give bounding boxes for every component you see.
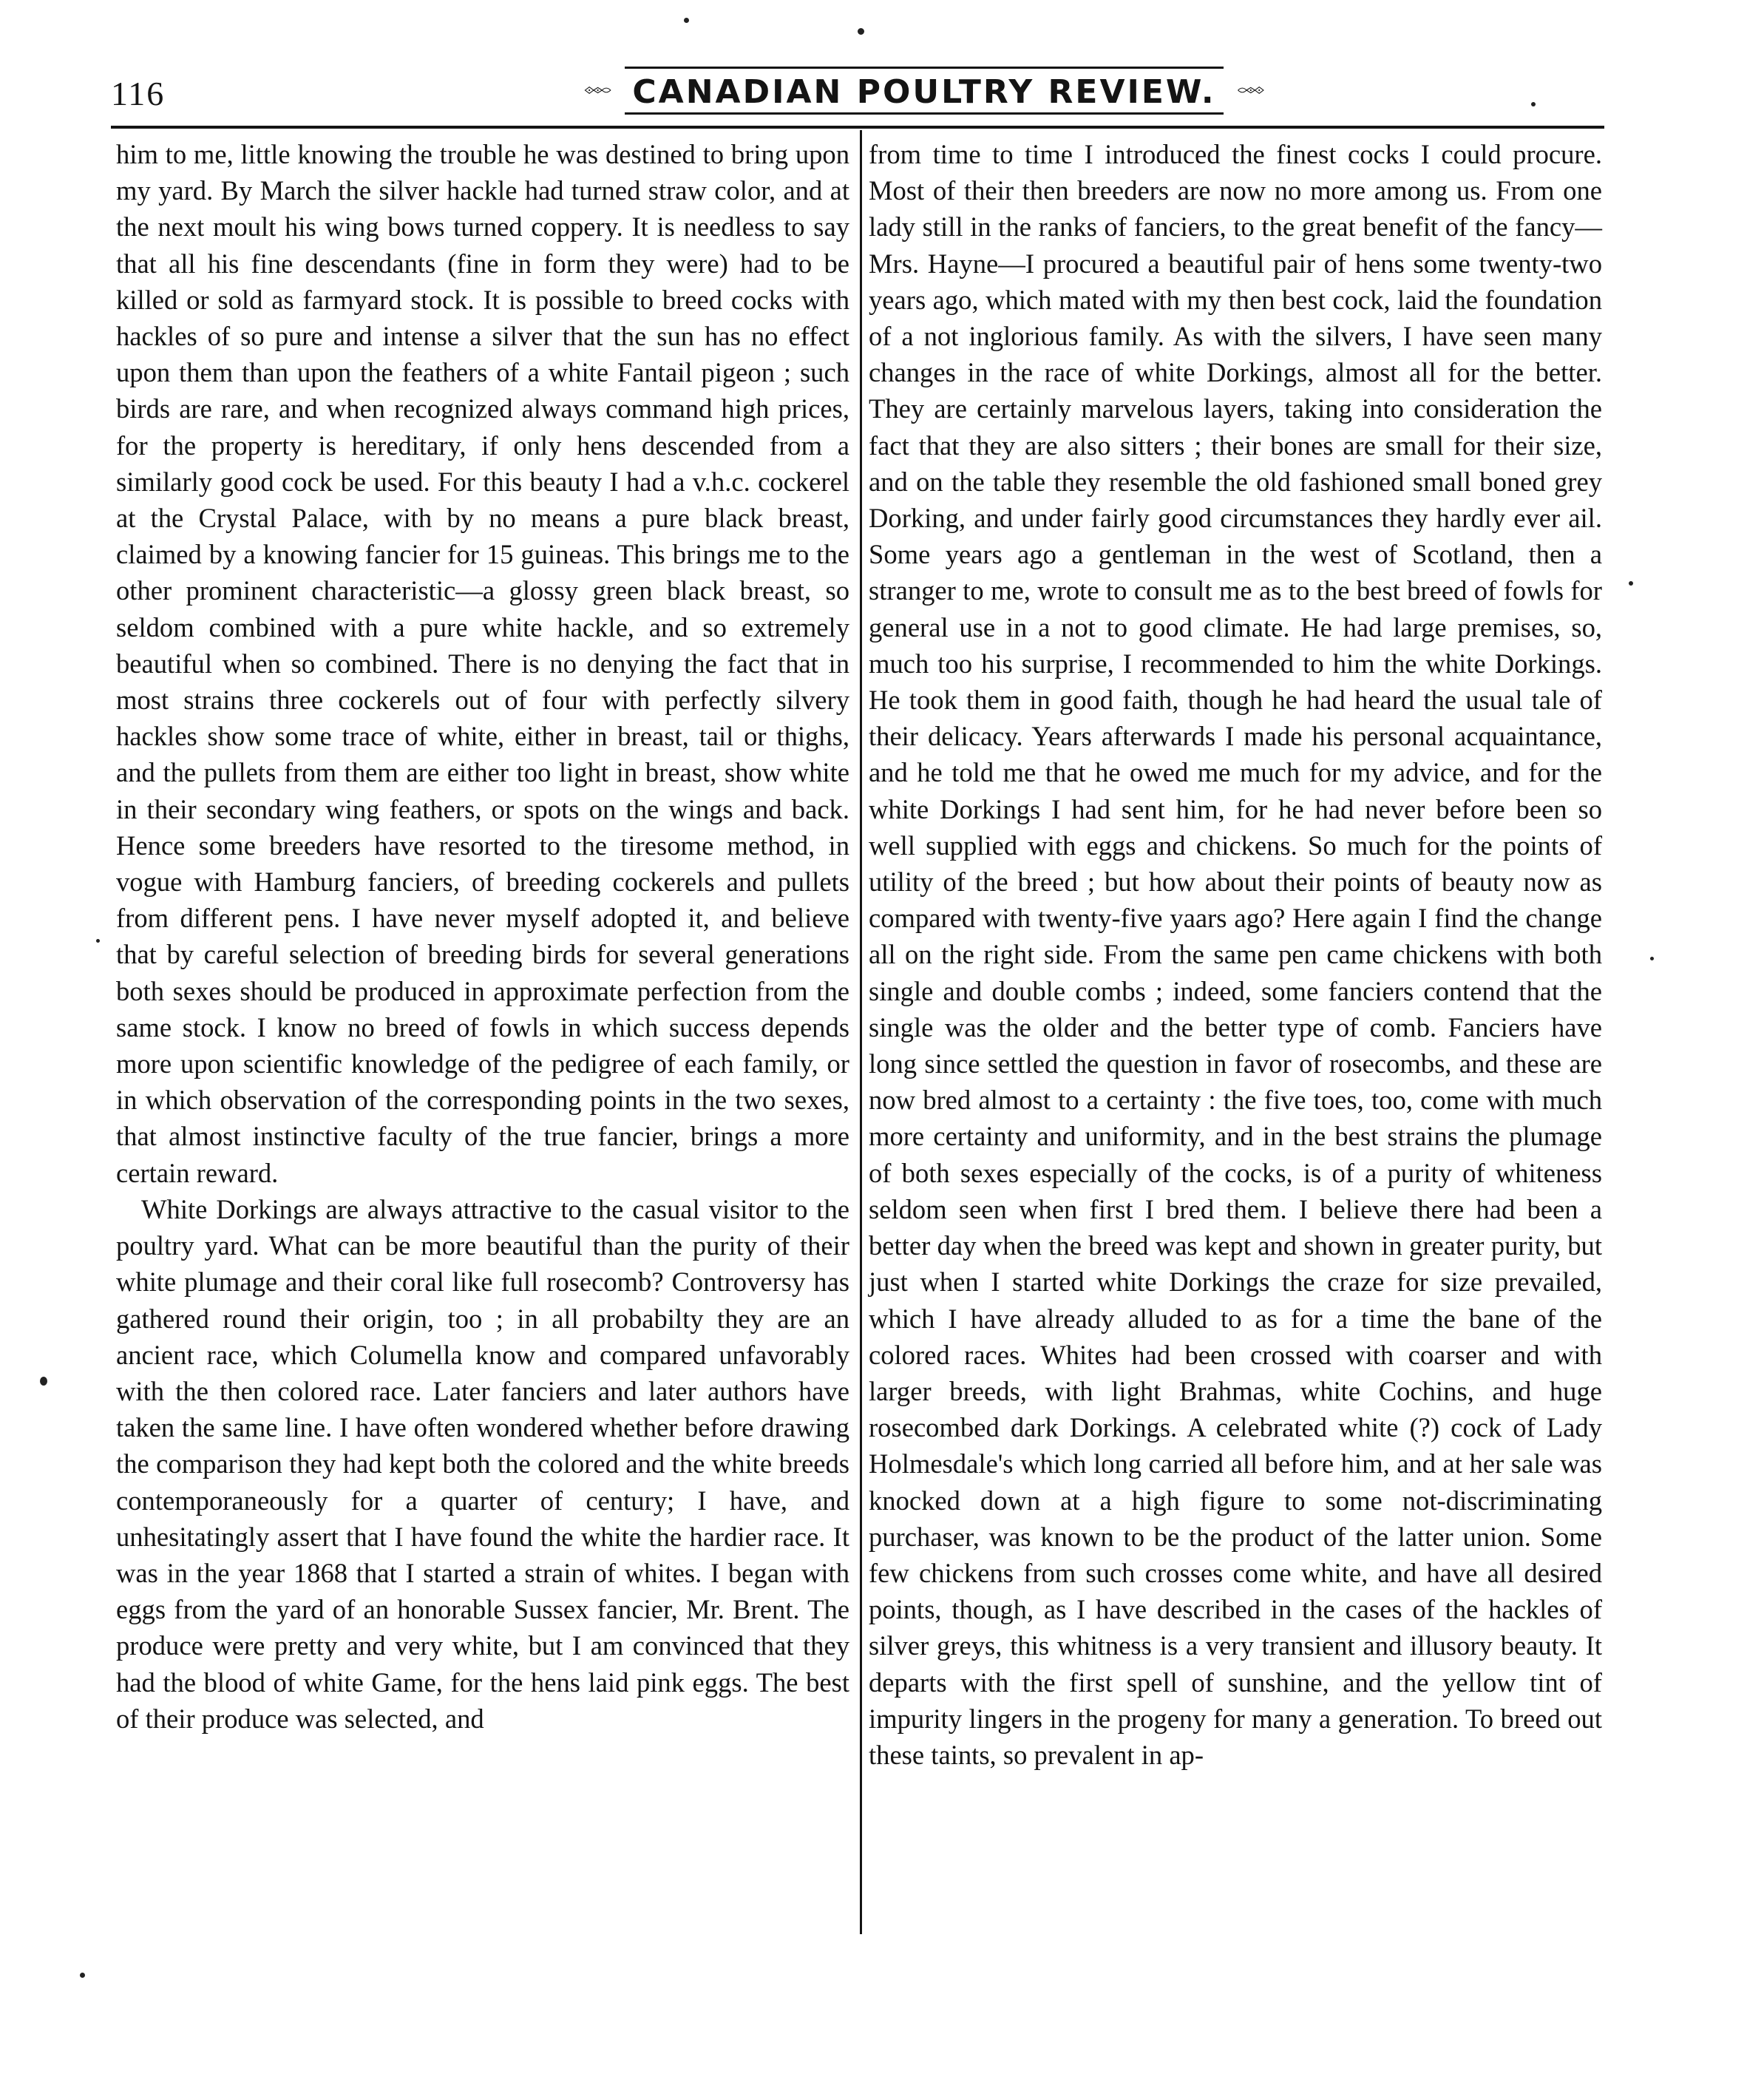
scroll-ornament-icon: [584, 75, 613, 105]
scroll-ornament-icon: [1235, 75, 1264, 105]
print-speck: [80, 1973, 85, 1978]
masthead-title: CANADIAN POULTRY REVIEW.: [625, 67, 1223, 115]
left-column: [116, 136, 849, 1737]
masthead: [584, 55, 1264, 126]
right-column: [869, 136, 1602, 1773]
print-speck: [96, 939, 100, 943]
header-rule: [111, 126, 1604, 129]
page-number: 116: [111, 75, 166, 112]
paragraph: White Dorkings are always attractive to the casual visitor to the poultry yard. What can be more beautiful than the purity of their white plumage and their coral like full rosecomb? Controversy has gathered round their origin, too ; in all probabilty they are an ancient race, which Columella know and compared unfavorably with the then colored race. Later fanciers and later authors have taken the same line. I have often wondered whether before drawing the comparison they had kept both the colored and the white breeds contemporaneously for a quarter of century; I have, and unhesitatingly assert that I have found the white the hardier race. It was in the year 1868 that I started a strain of whites. I began with eggs from the yard of an honorable Sussex fancier, Mr. Brent. The produce were pretty and very white, but I am convinced that they had the blood of white Game, for the hens laid pink eggs. The best of their produce was selected, and: [116, 1193, 849, 1734]
print-speck: [40, 1377, 47, 1386]
page-header: [111, 52, 1604, 126]
print-speck: [1650, 957, 1654, 960]
paragraph: from time to time I introduced the finest cocks I could procure. Most of their then breeders are now no more among us. From one lady still in the ranks of fanciers, to the great benefit of the fancy—Mrs. Hayne—I procured a beautiful pair of hens some twenty-two years ago, which mated with my then best cock, laid the foundation of a not inglorious family. As with the silvers, I have seen many changes in the race of white Dorkings, almost all for the better. They are certainly marvelous layers, taking into consideration the fact that they are also sitters ; their bones are small for their size, and on the table they resemble the old fashioned small boned grey Dorking, and under fairly good circumstances they hardly ever ail. Some years ago a gentleman in the west of Scotland, then a stranger to me, wrote to consult me as to the best breed of fowls for general use in a not to good climate. He had large premises, so, much too his surprise, I recommended to him the white Dorkings. He took them in good faith, though he had heard the usual tale of their delicacy. Years afterwards I made his personal acquaintance, and he told me that he owed me much for my advice, and for the white Dorkings I had sent him, for he had never before been so well supplied with eggs and chickens. So much for the points of utility of the breed ; but how about their points of beauty now as compared with twenty-five yaars ago? Here again I find the change all on the right side. From the same pen came chickens with both single and double combs ; indeed, some fanciers contend that the single was the older and the better type of comb. Fanciers have long since settled the question in favor of rosecombs, and these are now bred almost to a certainty : the five toes, too, come with much more certainty and uniformity, and in the best strains the plumage of both sexes especially of the cocks, is of a purity of whiteness seldom seen when first I bred them. I believe there had been a better day when the breed was kept and shown in greater purity, but just when I started white Dorkings the craze for size prevailed, which I have already alluded to as for a time the bane of the colored races. Whites had been crossed with coarser and with larger breeds, with light Brahmas, white Cochins, and huge rosecombed dark Dorkings. A celebrated white (?) cock of Lady Holmesdale's which long carried all before him, and at her sale was knocked down at a high figure to some not-discriminating purchaser, was known to be the product of the latter union. Some few chickens from such crosses come white, and have all desired points, though, as I have described in the cases of the hackles of silver greys, this whitness is a very transient and illusory beauty. It departs with the first spell of sunshine, and the yellow tint of impurity lingers in the progeny for many a generation. To breed out these taints, so prevalent in ap-: [869, 139, 1602, 1770]
print-speck: [858, 28, 864, 35]
print-speck: [1531, 102, 1536, 106]
print-speck: [1629, 581, 1633, 586]
print-speck: [684, 18, 689, 23]
paragraph: him to me, little knowing the trouble he was destined to bring upon my yard. By March the silver hackle had turned straw color, and at the next moult his wing bows turned coppery. It is needless to say that all his fine descendants (fine in form they were) had to be killed or sold as farmyard stock. It is possible to breed cocks with hackles of so pure and intense a silver that the sun has no effect upon them than upon the feathers of a white Fantail pigeon ; such birds are rare, and when recognized always command high prices, for the property is hereditary, if only hens descended from a similarly good cock be used. For this beauty I had a v.h.c. cockerel at the Crystal Palace, with by no means a pure black breast, claimed by a knowing fancier for 15 guineas. This brings me to the other prominent characteristic—a glossy green black breast, so seldom combined with a pure white hackle, and so extremely beautiful when so combined. There is no denying the fact that in most strains three cockerels out of four with perfectly silvery hackles show some trace of white, either in breast, tail or thighs, and the pullets from them are either too light in breast, show white in their secondary wing feathers, or spots on the wings and back. Hence some breeders have resorted to the tiresome method, in vogue with Hamburg fanciers, of breeding cockerels and pullets from different pens. I have never myself adopted it, and believe that by careful selection of breeding birds for several generations both sexes should be produced in approximate perfection from the same stock. I know no breed of fowls in which success depends more upon scientific knowledge of the pedigree of each family, or in which observation of the corresponding points in the two sexes, that almost instinctive faculty of the true fancier, brings a more certain reward.: [116, 139, 849, 1188]
column-divider: [860, 130, 862, 1934]
